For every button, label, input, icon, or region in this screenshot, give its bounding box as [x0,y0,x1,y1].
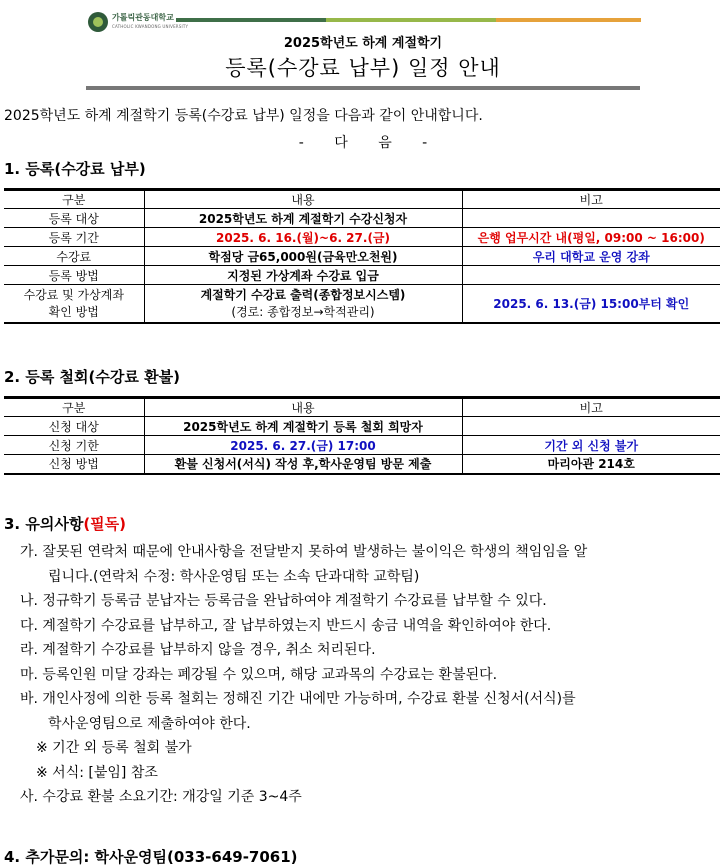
table-row [4,285,720,323]
row-note: 우리 대학교 운영 강좌 [462,247,720,266]
logo-text: 가톨릭관동대학교 [112,13,174,22]
row-note: 기간 외 신청 불가 [462,436,720,455]
list-item: ※ 기간 외 등록 철회 불가 [36,740,192,756]
doc-subtitle: 2025학년도 하계 계절학기 [283,36,443,51]
contact-heading: 4. 추가문의: 학사운영팀(033-649-7061) [4,848,298,866]
row-content: 학점당 금65,000원(금육만오천원) [144,247,462,266]
header-stripe-orange [496,18,641,22]
table-row [4,455,720,474]
row-note: 2025. 6. 13.(금) 15:00부터 확인 [462,285,720,323]
registration-table [4,188,720,324]
row-label: 신청 기한 [4,436,144,455]
section3-heading: 3. 유의사항(필독) [4,515,127,533]
list-item: ※ 서식: [붙임] 참조 [36,764,158,781]
col-header-category: 구분 [4,398,144,417]
row-note: 은행 업무시간 내(평일, 09:00 ~ 16:00) [462,228,720,247]
row-label: 등록 대상 [4,209,144,228]
table-row [4,417,720,436]
logo-subtext: CATHOLIC KWANDONG UNIVERSITY [112,24,189,29]
university-emblem-icon [88,12,108,32]
row-label: 수강료 [4,247,144,266]
header-stripe-green [176,18,326,22]
row-note [462,266,720,285]
row-note [462,209,720,228]
section1-heading: 1. 등록(수강료 납부) [4,160,146,178]
table-header-row [4,398,720,417]
row-content: 환불 신청서(서식) 작성 후,학사운영팀 방문 제출 [144,455,462,474]
row-label: 신청 방법 [4,455,144,474]
university-logo [88,12,188,32]
list-item: 바. 개인사정에 의한 등록 철회는 정해진 기간 내에만 가능하며, 수강료 환불 신청서(서식)를 [20,691,576,707]
table-row [4,266,720,285]
row-label: 등록 기간 [4,228,144,247]
list-item: 다. 계절학기 수강료를 납부하고, 잘 납부하였는지 반드시 송금 내역을 확인하여야 한다. [20,617,552,634]
list-item: 라. 계절학기 수강료를 납부하지 않을 경우, 취소 처리된다. [20,642,376,658]
row-label: 등록 방법 [4,266,144,285]
list-item: 가. 잘못된 연락처 때문에 안내사항을 전달받지 못하여 발생하는 불이익은 학생의 책임임을 알 [20,544,588,560]
header-stripe-lime [326,18,496,22]
row-content: 2025. 6. 27.(금) 17:00 [144,436,462,455]
col-header-content: 내용 [144,398,462,417]
list-item: 립니다.(연락처 수정: 학사운영팀 또는 소속 단과대학 교학팀) [48,568,420,585]
da-eum-marker: - 다 음 - [298,135,428,151]
row-content: 2025학년도 하계 계절학기 등록 철회 희망자 [144,417,462,436]
notice-list [0,540,726,810]
row-content: 지정된 가상계좌 수강료 입금 [144,266,462,285]
list-item: 마. 등록인원 미달 강좌는 폐강될 수 있으며, 해당 교과목의 수강료는 환불된다. [20,666,498,683]
row-content: 2025. 6. 16.(월)~6. 27.(금) [144,228,462,247]
list-item: 나. 정규학기 등록금 분납자는 등록금을 완납하여야 계절학기 수강료를 납부할 수 있다. [20,593,547,609]
row-content: 계절학기 수강료 출력(종합정보시스템) (경로: 종합정보→학적관리) [144,285,462,323]
list-item: 학사운영팀으로 제출하여야 한다. [48,715,251,732]
doc-title: 등록(수강료 납부) 일정 안내 [225,56,501,80]
row-note: 마리아관 214호 [462,455,720,474]
col-header-note: 비고 [462,190,720,209]
table-row [4,228,720,247]
title-divider [86,86,640,90]
withdrawal-table [4,396,720,475]
must-read-label: (필독) [83,515,127,533]
col-header-note: 비고 [462,398,720,417]
col-header-content: 내용 [144,190,462,209]
table-row [4,209,720,228]
intro-text: 2025학년도 하계 계절학기 등록(수강료 납부) 일정을 다음과 같이 안내합니다. [4,108,483,124]
section2-heading: 2. 등록 철회(수강료 환불) [4,368,180,386]
row-label: 신청 대상 [4,417,144,436]
row-note [462,417,720,436]
row-content: 2025학년도 하계 계절학기 수강신청자 [144,209,462,228]
table-header-row [4,190,720,209]
row-label: 수강료 및 가상계좌 확인 방법 [4,285,144,323]
col-header-category: 구분 [4,190,144,209]
table-row [4,247,720,266]
list-item: 사. 수강료 환불 소요기간: 개강일 기준 3~4주 [20,789,302,805]
table-row [4,436,720,455]
